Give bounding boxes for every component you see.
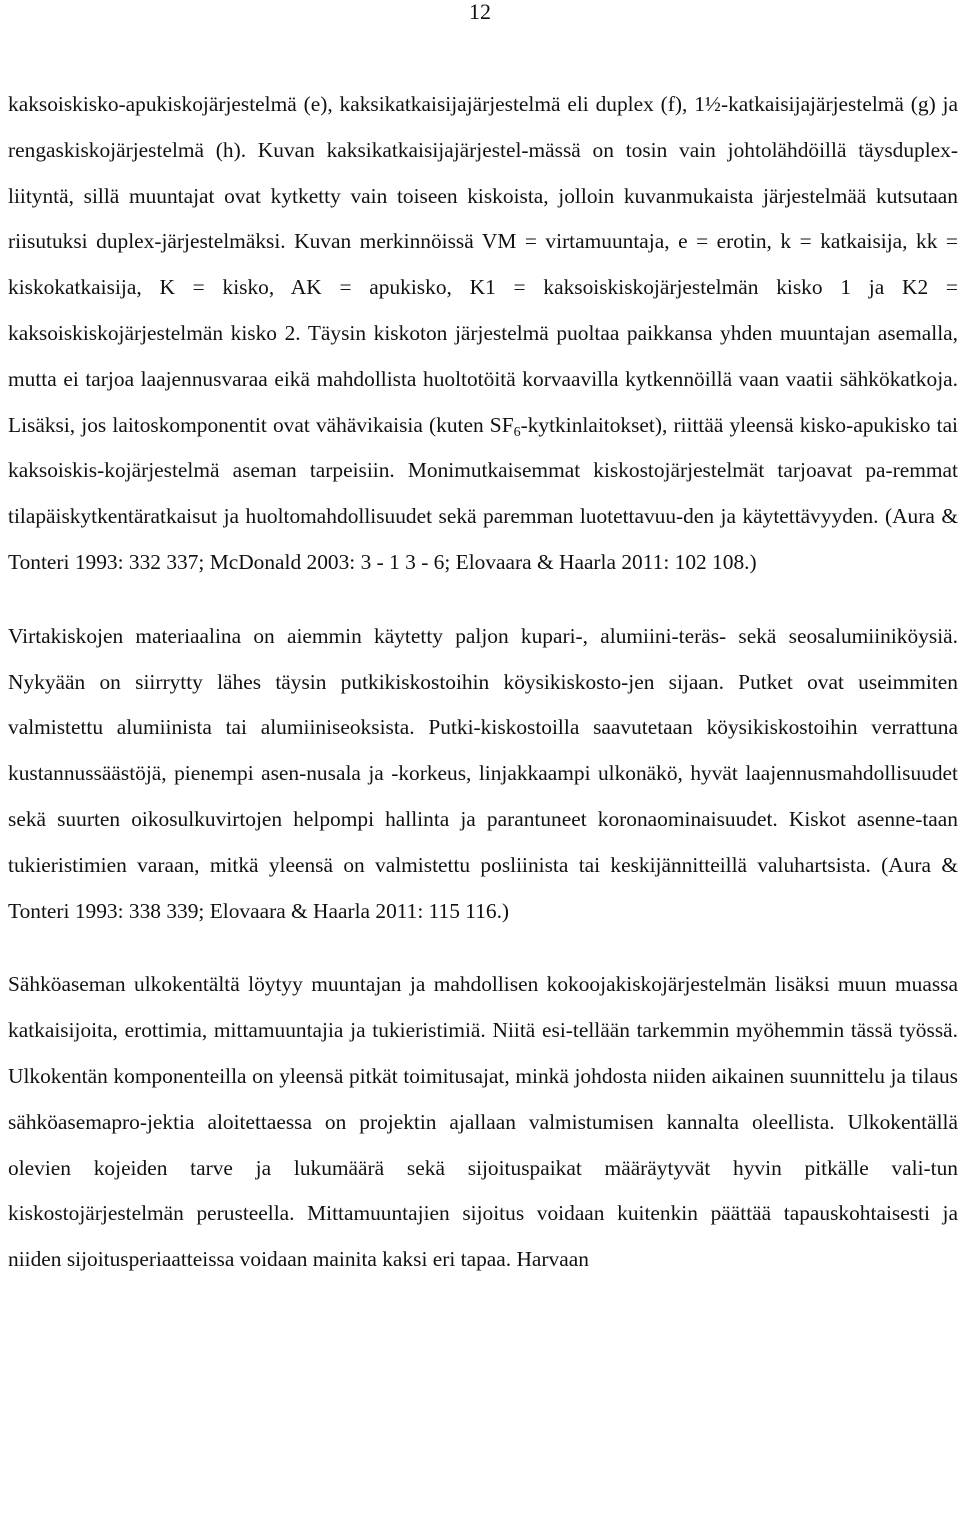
page-number: 12: [469, 0, 491, 24]
subscript-6: 6: [513, 424, 521, 440]
paragraph-text: kaksoiskisko-apukiskojärjestelmä (e), kaksikatkaisijajärjestelmä eli duplex (f), 1½-katkaisijajärjestelmä (g) ja rengaskiskojärjestelmä (h). Kuvan kaksikatkaisijajärjestel-mässä on tosin vain johtolähdöillä täysduplex-liityntä, sillä muuntajat ovat kytketty vain toiseen kiskoista, jolloin kuvanmukaista järjestelmää kutsutaan riisutuksi duplex-järjestelmäksi. Kuvan merkinnöissä VM = virtamuuntaja, e = erotin, k = katkaisija, kk = kiskokatkaisija, K = kisko, AK = apukisko, K1 = kaksoiskiskojärjestelmän kisko 1 ja K2 = kaksoiskiskojärjestelmän kisko 2. Täysin kiskoton järjestelmä puoltaa paikkansa yhden muuntajan asemalla, mutta ei tarjoa laajennusvaraa eikä mahdollista huoltotöitä korvaavilla kytkennöillä vaan vaatii sähkökatkoja. Lisäksi, jos laitoskomponentit ovat vähävikaisia (kuten SF: [8, 92, 958, 437]
document-body: [8, 82, 958, 1283]
paragraph-text-continued: -kytkinlaitokset), riittää yleensä kisko-apukisko tai kaksoiskis-kojärjestelmä aseman tarpeisiin. Monimutkaisemmat kiskostojärjestelmät tarjoavat pa-remmat tilapäiskytkentäratkaisut ja huoltomahdollisuudet sekä paremman luotettavuu-den ja käytettävyyden. (Aura & Tonteri 1993: 332 337; McDonald 2003: 3 - 1 3 - 6; Elovaara & Haarla 2011: 102 108.): [8, 412, 959, 574]
paragraph-outdoor-field: Sähköaseman ulkokentältä löytyy muuntajan ja mahdollisen kokoojakiskojärjestelmän lisäksi muun muassa katkaisijoita, erottimia, mittamuuntajia ja tukieristimiä. Niitä esi-tellään tarkemmin myöhemmin tässä työssä. Ulkokentän komponenteilla on yleensä pitkät toimitusajat, minkä johdosta niiden aikainen suunnittelu ja tilaus sähköasemapro-jektia aloitettaessa on projektin ajallaan valmistumisen kannalta oleellista. Ulkokentällä olevien kojeiden tarve ja lukumäärä sekä sijoituspaikat määräytyvät hyvin pitkälle vali-tun kiskostojärjestelmän perusteella. Mittamuuntajien sijoitus voidaan kuitenkin päättää tapauskohtaisesti ja niiden sijoitusperiaatteissa voidaan mainita kaksi eri tapaa. Harvaan: [8, 972, 958, 1272]
paragraph-busbar-systems: [8, 82, 958, 586]
paragraph-busbar-materials: Virtakiskojen materiaalina on aiemmin käytetty paljon kupari-, alumiini-teräs- sekä seosalumiiniköysiä. Nykyään on siirrytty lähes täysin putkikiskostoihin köysikiskosto-jen sijaan. Putket ovat useimmiten valmistettu alumiinista tai alumiiniseoksista. Putki-kiskostoilla saavutetaan köysikiskostoihin verrattuna kustannussäästöjä, pienempi asen-nusala ja -korkeus, linjakkaampi ulkonäkö, hyvät laajennusmahdollisuudet sekä suurten oikosulkuvirtojen helpompi hallinta ja parantuneet koronaominaisuudet. Kiskot asenne-taan tukieristimien varaan, mitkä yleensä on valmistettu posliinista tai keskijännitteillä valuhartsista. (Aura & Tonteri 1993: 338 339; Elovaara & Haarla 2011: 115 116.): [8, 623, 958, 923]
